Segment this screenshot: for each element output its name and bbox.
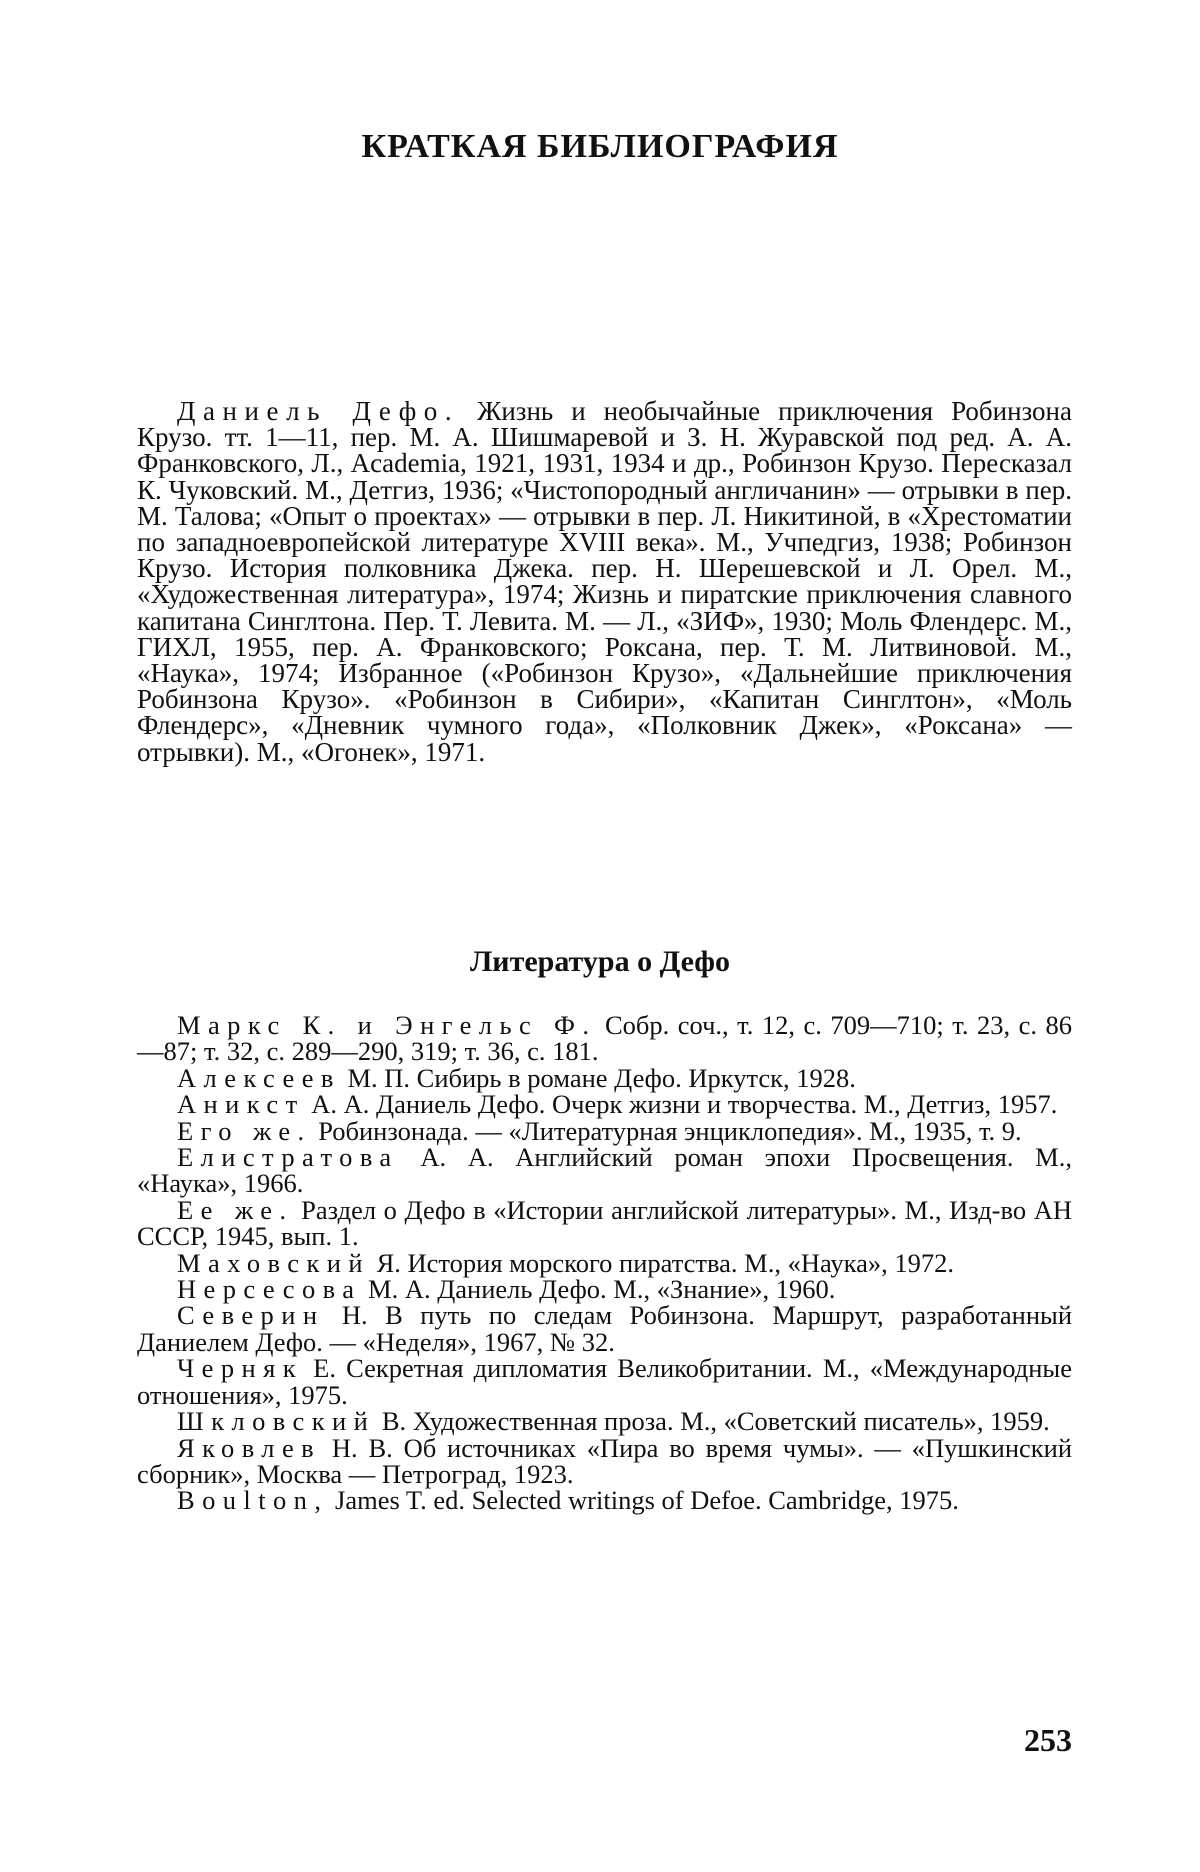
reference-item [137, 1115, 1072, 1146]
reference-item [137, 1012, 1072, 1065]
reference-author: Boulton, [177, 1485, 329, 1516]
reference-author: Маркс К. и Энгельс Ф. [177, 1010, 597, 1040]
reference-author: Алексеев [177, 1062, 341, 1093]
reference-text: Раздел о Дефо в «Истории английской литературы». М., Изд-во АН СССР, 1945, вып. 1. [137, 1194, 1072, 1252]
section-heading: Литература о Дефо [469, 945, 731, 978]
page-number: 253 [1024, 1722, 1072, 1758]
reference-text: М. А. Даниель Дефо. М., «Знание», 1960. [368, 1274, 836, 1305]
reference-item [137, 1247, 1072, 1278]
reference-list [137, 1012, 1072, 1514]
page-title: КРАТКАЯ БИБЛИОГРАФИЯ [361, 128, 839, 165]
reference-item [137, 1062, 1072, 1093]
reference-text: Н. В. Об источниках «Пира во время чумы». — «Пушкинский сборник», Москва — Петроград, 1923. [137, 1432, 1073, 1489]
reference-author: Елистратова [177, 1142, 399, 1173]
reference-author: Аникст [177, 1089, 305, 1120]
reference-author: Его же. [177, 1115, 312, 1146]
reference-item [137, 1432, 1073, 1489]
reference-text: Я. История морского пиратства. М., «Наука», 1972. [376, 1247, 954, 1278]
reference-author: Яковлев [177, 1432, 322, 1463]
reference-author: Нерсесова [177, 1274, 362, 1305]
reference-item [137, 1144, 1072, 1197]
reference-item [137, 1302, 1072, 1355]
reference-text: А. А. Даниель Дефо. Очерк жизни и творчества. М., Детгиз, 1957. [311, 1089, 1058, 1120]
reference-author: Ее же. [177, 1194, 294, 1225]
reference-text: А. А. Английский роман эпохи Просвещения. М., «Наука», 1966. [137, 1142, 1072, 1199]
reference-author: Маховский [177, 1247, 370, 1278]
reference-item [137, 1089, 1072, 1120]
reference-item [137, 1194, 1072, 1252]
reference-text: Собр. соч., т. 12, с. 709—710; т. 23, с. 86—87; т. 32, с. 289—290, 319; т. 36, с. 181. [137, 1010, 1073, 1067]
reference-text: В. Художественная проза. М., «Советский писатель», 1959. [381, 1406, 1050, 1437]
reference-text: М. П. Сибирь в романе Дефо. Иркутск, 1928. [347, 1062, 856, 1093]
reference-item [137, 1274, 1072, 1305]
reference-author: Шкловский [177, 1406, 376, 1437]
reference-item [137, 1485, 1072, 1516]
entry-author: Даниель Дефо. [177, 396, 460, 426]
reference-text: Н. В путь по следам Робинзона. Маршрут, разработанный Даниелем Дефо. — «Неделя», 1967, № 32. [137, 1300, 1073, 1357]
reference-text: Робинзонада. — «Литературная энциклопедия». М., 1935, т. 9. [318, 1115, 1022, 1146]
reference-text: James T. ed. Selected writings of Defoe. Cambridge, 1975. [335, 1485, 959, 1516]
reference-item [137, 1355, 1072, 1408]
reference-author: Северин [177, 1300, 325, 1331]
main-bibliography-entry [137, 398, 1072, 765]
entry-text: Жизнь и необычайные приключения Робинзона Крузо. тт. 1—11, пер. М. А. Шишмаревой и З. Н. Журавской под ред. А. А. Франковского, Л., Academia, 1921, 1931, 1934 и др., Робинзон Крузо. Пересказал К. Чуковский. М., Детгиз, 1936; «Чистопородный англичанин» — отрывки в пер. М. Талова; «Опыт о проектах» — отрывки в пер. Л. Никитиной, в «Хрестоматии по западноевропейской литературе XVIII века». М., Учпедгиз, 1938; Робинзон Крузо. История полковника Джека. пер. Н. Шерешевской и Л. Орел. М., «Художественная литература», 1974; Жизнь и пиратские приключения славного капитана Синглтона. Пер. Т. Левита. М. — Л., «ЗИФ», 1930; Моль Флендерс. М., ГИХЛ, 1955, пер. А. Франковского; Роксана, пер. Т. М. Литвиновой. М., «Наука», 1974; Избранное («Робинзон Крузо», «Дальнейшие приключения Робинзона Крузо». «Робинзон в Сибири», «Капитан Синглтон», «Моль Флендерс», «Дневник чумного года», «Полковник Джек», «Роксана» — отрывки). М., «Огонек», 1971. [137, 396, 1072, 767]
reference-text: Е. Секретная дипломатия Великобритании. М., «Международные отношения», 1975. [137, 1353, 1072, 1410]
reference-author: Черняк [177, 1353, 303, 1384]
reference-item [137, 1406, 1072, 1437]
